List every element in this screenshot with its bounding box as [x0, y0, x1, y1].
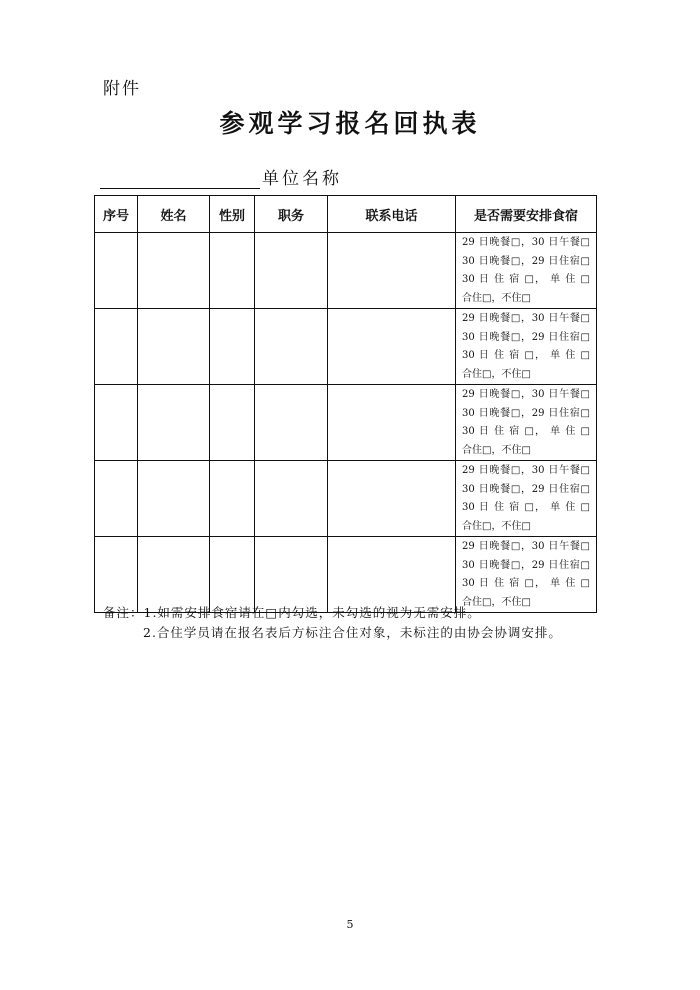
- table-row: [95, 461, 597, 537]
- cell-position[interactable]: [255, 461, 328, 537]
- meal-option-line: 合住□，不住□: [462, 444, 531, 456]
- note-line-2: 2.合住学员请在报名表后方标注合住对象，未标注的由协会协调安排。: [143, 625, 562, 640]
- cell-gender[interactable]: [210, 309, 255, 385]
- cell-phone[interactable]: [328, 385, 456, 461]
- cell-phone[interactable]: [328, 537, 456, 613]
- meal-option-line: 30 日 住 宿 □， 单 住 □: [462, 502, 590, 513]
- cell-name[interactable]: [138, 233, 210, 309]
- cell-serial[interactable]: [95, 537, 138, 613]
- cell-name[interactable]: [138, 309, 210, 385]
- page-title: 参观学习报名回执表: [219, 109, 481, 138]
- meal-option-line: 30 日晚餐□，29 日住宿□: [462, 559, 590, 571]
- note-line-1: 备注：1.如需安排食宿请在□内勾选，未勾选的视为无需安排。: [103, 605, 481, 620]
- notes: [103, 603, 562, 643]
- meal-option-line: 30 日 住 宿 □， 单 住 □: [462, 350, 590, 361]
- cell-serial[interactable]: [95, 461, 138, 537]
- cell-phone[interactable]: [328, 309, 456, 385]
- cell-phone[interactable]: [328, 233, 456, 309]
- header-phone: 联系电话: [328, 196, 456, 233]
- unit-name-label: 单位名称: [262, 169, 342, 189]
- cell-name[interactable]: [138, 461, 210, 537]
- cell-meal-options[interactable]: [456, 233, 597, 309]
- meal-option-line: 合住□，不住□: [462, 368, 531, 380]
- cell-phone[interactable]: [328, 461, 456, 537]
- cell-meal-options[interactable]: [456, 461, 597, 537]
- page-number: 5: [346, 918, 354, 931]
- unit-name-row: [100, 165, 342, 189]
- meal-option-line: 30 日 住 宿 □， 单 住 □: [462, 426, 590, 437]
- meal-option-line: 30 日晚餐□，29 日住宿□: [462, 331, 590, 343]
- cell-name[interactable]: [138, 537, 210, 613]
- cell-meal-options[interactable]: [456, 537, 597, 613]
- meal-option-line: 29 日晚餐□，30 日午餐□: [462, 541, 590, 552]
- cell-position[interactable]: [255, 385, 328, 461]
- header-serial: 序号: [95, 196, 138, 233]
- meal-option-line: 30 日晚餐□，29 日住宿□: [462, 407, 590, 419]
- registration-table: [94, 195, 597, 613]
- table-row: [95, 537, 597, 613]
- meal-option-line: 30 日 住 宿 □， 单 住 □: [462, 274, 590, 285]
- meal-option-line: 29 日晚餐□，30 日午餐□: [462, 237, 590, 248]
- cell-gender[interactable]: [210, 233, 255, 309]
- cell-name[interactable]: [138, 385, 210, 461]
- cell-position[interactable]: [255, 537, 328, 613]
- cell-position[interactable]: [255, 233, 328, 309]
- attachment-label: 附件: [103, 79, 141, 99]
- cell-position[interactable]: [255, 309, 328, 385]
- meal-option-line: 合住□，不住□: [462, 520, 531, 532]
- table-header-row: [95, 196, 597, 233]
- cell-meal-options[interactable]: [456, 385, 597, 461]
- meal-option-line: 29 日晚餐□，30 日午餐□: [462, 313, 590, 324]
- meal-option-line: 30 日 住 宿 □， 单 住 □: [462, 578, 590, 589]
- header-meals-lodging: 是否需要安排食宿: [456, 196, 597, 233]
- meal-option-line: 30 日晚餐□，29 日住宿□: [462, 483, 590, 495]
- header-position: 职务: [255, 196, 328, 233]
- cell-serial[interactable]: [95, 385, 138, 461]
- meal-option-line: 29 日晚餐□，30 日午餐□: [462, 389, 590, 400]
- cell-serial[interactable]: [95, 309, 138, 385]
- table-row: [95, 309, 597, 385]
- meal-option-line: 合住□，不住□: [462, 292, 531, 304]
- cell-gender[interactable]: [210, 461, 255, 537]
- meal-option-line: 29 日晚餐□，30 日午餐□: [462, 465, 590, 476]
- header-gender: 性别: [210, 196, 255, 233]
- meal-option-line: 合住□，不住□: [462, 596, 531, 608]
- cell-gender[interactable]: [210, 537, 255, 613]
- cell-gender[interactable]: [210, 385, 255, 461]
- cell-meal-options[interactable]: [456, 309, 597, 385]
- table-row: [95, 385, 597, 461]
- header-name: 姓名: [138, 196, 210, 233]
- meal-option-line: 30 日晚餐□，29 日住宿□: [462, 255, 590, 267]
- table-row: [95, 233, 597, 309]
- unit-name-blank[interactable]: [100, 168, 260, 189]
- cell-serial[interactable]: [95, 233, 138, 309]
